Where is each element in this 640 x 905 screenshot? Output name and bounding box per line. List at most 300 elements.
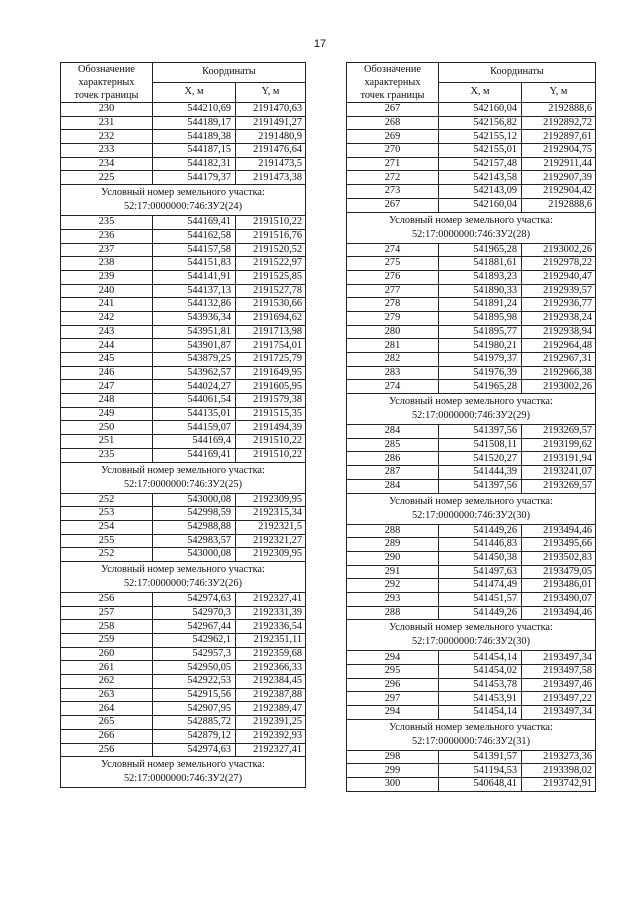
y-coordinate-cell: 2192321,27 (236, 534, 306, 548)
table-row (61, 216, 306, 230)
table-row (347, 452, 596, 466)
y-coordinate-cell: 2192939,57 (522, 284, 596, 298)
table-row (347, 130, 596, 144)
y-coordinate-cell: 2191470,63 (236, 103, 306, 117)
y-coordinate-cell: 2192911,44 (522, 157, 596, 171)
point-number-cell: 236 (61, 229, 153, 243)
x-coordinate-cell: 542907,95 (153, 702, 236, 716)
point-number-cell: 280 (347, 325, 439, 339)
point-number-cell: 254 (61, 520, 153, 534)
x-coordinate-cell: 541976,39 (439, 366, 522, 380)
table-row (347, 257, 596, 271)
x-coordinate-cell: 544061,54 (153, 394, 236, 408)
y-coordinate-cell: 2192904,75 (522, 144, 596, 158)
y-coordinate-cell: 2193490,07 (522, 592, 596, 606)
table-row (61, 144, 306, 158)
point-number-cell: 235 (61, 448, 153, 462)
x-coordinate-cell: 542160,04 (439, 103, 522, 117)
y-coordinate-cell: 2192391,25 (236, 716, 306, 730)
x-coordinate-cell: 541449,26 (439, 606, 522, 620)
y-coordinate-cell: 2193497,22 (522, 692, 596, 706)
y-coordinate-cell: 2191605,95 (236, 380, 306, 394)
table-row (61, 339, 306, 353)
y-coordinate-cell: 2193497,34 (522, 651, 596, 665)
point-number-cell: 261 (61, 661, 153, 675)
point-number-cell: 238 (61, 257, 153, 271)
x-coordinate-cell: 541451,57 (439, 592, 522, 606)
table-row (347, 198, 596, 212)
point-number-cell: 240 (61, 284, 153, 298)
parcel-code: 52:17:0000000:746:ЗУ2(28) (411, 228, 531, 240)
point-number-cell: 225 (61, 171, 153, 185)
x-coordinate-cell: 542155,01 (439, 144, 522, 158)
x-coordinate-cell: 543962,57 (153, 366, 236, 380)
y-coordinate-cell: 2192966,38 (522, 366, 596, 380)
point-number-cell: 242 (61, 311, 153, 325)
y-coordinate-cell: 2192315,34 (236, 507, 306, 521)
table-row (61, 675, 306, 689)
point-number-cell: 277 (347, 284, 439, 298)
x-coordinate-cell: 544137,13 (153, 284, 236, 298)
x-coordinate-cell: 541890,33 (439, 284, 522, 298)
y-coordinate-cell: 2193494,46 (522, 524, 596, 538)
y-column-header: Y, м (236, 83, 306, 103)
point-header-line: точек границы (360, 90, 425, 101)
point-number-cell: 267 (347, 103, 439, 117)
point-number-cell: 248 (61, 394, 153, 408)
x-coordinate-cell: 543000,08 (153, 493, 236, 507)
x-coordinate-cell: 542143,58 (439, 171, 522, 185)
x-coordinate-cell: 541881,61 (439, 257, 522, 271)
y-coordinate-cell: 2192938,94 (522, 325, 596, 339)
section-row (61, 462, 306, 493)
table-row (61, 130, 306, 144)
header-row (347, 63, 596, 83)
x-coordinate-cell: 541891,24 (439, 298, 522, 312)
table-row (61, 520, 306, 534)
parcel-number-heading (61, 561, 306, 592)
x-coordinate-cell: 544159,07 (153, 421, 236, 435)
point-number-cell: 250 (61, 421, 153, 435)
point-number-cell: 279 (347, 311, 439, 325)
table-row (61, 702, 306, 716)
x-coordinate-cell: 541893,23 (439, 270, 522, 284)
point-number-cell: 258 (61, 620, 153, 634)
table-row (347, 325, 596, 339)
y-coordinate-cell: 2192964,48 (522, 339, 596, 353)
parcel-code: 52:17:0000000:746:ЗУ2(30) (411, 509, 531, 521)
point-number-cell: 237 (61, 243, 153, 257)
y-coordinate-cell: 2192978,22 (522, 257, 596, 271)
table-row (347, 157, 596, 171)
table-row (347, 479, 596, 493)
point-number-cell: 267 (347, 198, 439, 212)
y-coordinate-cell: 2191649,95 (236, 366, 306, 380)
x-coordinate-cell: 543951,81 (153, 325, 236, 339)
y-coordinate-cell: 2193269,57 (522, 479, 596, 493)
y-coordinate-cell: 2192327,41 (236, 743, 306, 757)
y-coordinate-cell: 2193742,91 (522, 778, 596, 792)
point-number-cell: 251 (61, 435, 153, 449)
y-coordinate-cell: 2193486,01 (522, 579, 596, 593)
x-coordinate-cell: 544024,27 (153, 380, 236, 394)
x-coordinate-cell: 544182,31 (153, 157, 236, 171)
table-row (347, 144, 596, 158)
y-coordinate-cell: 2191525,85 (236, 270, 306, 284)
x-coordinate-cell: 541194,53 (439, 764, 522, 778)
x-coordinate-cell: 542974,63 (153, 743, 236, 757)
table-row (61, 647, 306, 661)
x-coordinate-cell: 541453,78 (439, 678, 522, 692)
table-row (347, 284, 596, 298)
point-number-cell: 281 (347, 339, 439, 353)
table-row (347, 339, 596, 353)
table-row (347, 565, 596, 579)
y-coordinate-cell: 2191579,38 (236, 394, 306, 408)
point-number-cell: 243 (61, 325, 153, 339)
x-coordinate-cell: 542970,3 (153, 606, 236, 620)
y-coordinate-cell: 2193497,58 (522, 665, 596, 679)
parcel-label: Условный номер земельного участка: (101, 759, 265, 771)
point-number-cell: 256 (61, 743, 153, 757)
point-number-cell: 252 (61, 548, 153, 562)
point-number-cell: 268 (347, 116, 439, 130)
table-row (347, 750, 596, 764)
x-coordinate-cell: 542957,3 (153, 647, 236, 661)
parcel-number-heading (347, 394, 596, 425)
table-row (347, 270, 596, 284)
point-number-cell: 296 (347, 678, 439, 692)
table-row (347, 116, 596, 130)
point-number-cell: 247 (61, 380, 153, 394)
point-number-cell: 233 (61, 144, 153, 158)
point-number-cell: 264 (61, 702, 153, 716)
point-number-cell: 263 (61, 688, 153, 702)
y-coordinate-cell: 2192897,61 (522, 130, 596, 144)
table-row (61, 435, 306, 449)
x-coordinate-cell: 541979,37 (439, 353, 522, 367)
table-row (347, 171, 596, 185)
table-row (61, 592, 306, 606)
y-coordinate-cell: 2191491,27 (236, 116, 306, 130)
page-number: 17 (313, 38, 327, 50)
table-row (347, 380, 596, 394)
y-coordinate-cell: 2193494,46 (522, 606, 596, 620)
x-coordinate-cell: 542155,12 (439, 130, 522, 144)
table-row (61, 407, 306, 421)
parcel-label: Условный номер земельного участка: (389, 622, 553, 634)
parcel-number-heading (347, 212, 596, 243)
table-row (347, 606, 596, 620)
x-coordinate-cell: 542879,12 (153, 729, 236, 743)
point-number-cell: 276 (347, 270, 439, 284)
point-number-cell: 288 (347, 524, 439, 538)
y-coordinate-cell: 2191520,52 (236, 243, 306, 257)
point-number-cell: 273 (347, 185, 439, 199)
table-row (61, 103, 306, 117)
point-number-cell: 283 (347, 366, 439, 380)
point-number-cell: 288 (347, 606, 439, 620)
section-row (347, 620, 596, 651)
x-coordinate-cell: 542885,72 (153, 716, 236, 730)
point-column-header (61, 63, 153, 103)
point-number-cell: 241 (61, 298, 153, 312)
table-row (61, 606, 306, 620)
parcel-code: 52:17:0000000:746:ЗУ2(25) (123, 478, 243, 490)
y-coordinate-cell: 2191725,79 (236, 353, 306, 367)
point-number-cell: 259 (61, 634, 153, 648)
point-number-cell: 262 (61, 675, 153, 689)
x-coordinate-cell: 542998,59 (153, 507, 236, 521)
x-coordinate-cell: 541520,27 (439, 452, 522, 466)
x-coordinate-cell: 541454,14 (439, 651, 522, 665)
x-coordinate-cell: 541397,56 (439, 425, 522, 439)
table-row (347, 678, 596, 692)
y-coordinate-cell: 2191480,9 (236, 130, 306, 144)
x-coordinate-cell: 541895,77 (439, 325, 522, 339)
y-coordinate-cell: 2191516,76 (236, 229, 306, 243)
y-coordinate-cell: 2192309,95 (236, 493, 306, 507)
parcel-number-heading (61, 462, 306, 493)
parcel-number-heading (347, 493, 596, 524)
point-number-cell: 256 (61, 592, 153, 606)
parcel-code: 52:17:0000000:746:ЗУ2(29) (411, 410, 531, 422)
coordinates-header: Координаты (153, 63, 306, 83)
point-number-cell: 297 (347, 692, 439, 706)
table-body-left (61, 63, 306, 788)
parcel-code: 52:17:0000000:746:ЗУ2(24) (123, 201, 243, 213)
point-number-cell: 286 (347, 452, 439, 466)
point-column-header (347, 63, 439, 103)
y-coordinate-cell: 2191527,78 (236, 284, 306, 298)
point-number-cell: 266 (61, 729, 153, 743)
point-number-cell: 294 (347, 651, 439, 665)
table-row (347, 524, 596, 538)
table-row (347, 778, 596, 792)
x-coordinate-cell: 544187,15 (153, 144, 236, 158)
table-row (347, 538, 596, 552)
coordinates-header: Координаты (439, 63, 596, 83)
table-row (347, 551, 596, 565)
point-number-cell: 289 (347, 538, 439, 552)
point-number-cell: 255 (61, 534, 153, 548)
table-row (61, 421, 306, 435)
point-number-cell: 232 (61, 130, 153, 144)
table-row (61, 257, 306, 271)
y-coordinate-cell: 2193497,46 (522, 678, 596, 692)
x-coordinate-cell: 544210,69 (153, 103, 236, 117)
y-coordinate-cell: 2192384,45 (236, 675, 306, 689)
point-number-cell: 295 (347, 665, 439, 679)
point-header-line: Обозначение (78, 64, 135, 75)
y-coordinate-cell: 2192967,31 (522, 353, 596, 367)
parcel-code: 52:17:0000000:746:ЗУ2(30) (411, 636, 531, 648)
point-number-cell: 275 (347, 257, 439, 271)
parcel-label: Условный номер земельного участка: (389, 495, 553, 507)
y-coordinate-cell: 2191515,35 (236, 407, 306, 421)
table-row (61, 116, 306, 130)
point-number-cell: 235 (61, 216, 153, 230)
point-number-cell: 292 (347, 579, 439, 593)
point-number-cell: 274 (347, 380, 439, 394)
point-number-cell: 284 (347, 425, 439, 439)
x-coordinate-cell: 542156,82 (439, 116, 522, 130)
x-coordinate-cell: 542157,48 (439, 157, 522, 171)
table-row (61, 298, 306, 312)
section-row (61, 757, 306, 788)
y-coordinate-cell: 2192327,41 (236, 592, 306, 606)
x-coordinate-cell: 542160,04 (439, 198, 522, 212)
parcel-code: 52:17:0000000:746:ЗУ2(31) (411, 735, 531, 747)
x-coordinate-cell: 542915,56 (153, 688, 236, 702)
parcel-number-heading (347, 620, 596, 651)
point-number-cell: 244 (61, 339, 153, 353)
point-number-cell: 270 (347, 144, 439, 158)
parcel-number-heading (347, 719, 596, 750)
table-row (61, 171, 306, 185)
point-number-cell: 245 (61, 353, 153, 367)
table-row (61, 688, 306, 702)
point-number-cell: 294 (347, 706, 439, 720)
point-number-cell: 246 (61, 366, 153, 380)
y-coordinate-cell: 2192321,5 (236, 520, 306, 534)
coordinates-table-right (346, 62, 596, 792)
table-row (61, 157, 306, 171)
point-number-cell: 272 (347, 171, 439, 185)
table-row (347, 466, 596, 480)
x-coordinate-cell: 542962,1 (153, 634, 236, 648)
table-row (61, 311, 306, 325)
y-coordinate-cell: 2192389,47 (236, 702, 306, 716)
point-number-cell: 298 (347, 750, 439, 764)
x-coordinate-cell: 543901,87 (153, 339, 236, 353)
point-number-cell: 271 (347, 157, 439, 171)
y-coordinate-cell: 2193002,26 (522, 380, 596, 394)
y-coordinate-cell: 2193241,07 (522, 466, 596, 480)
x-coordinate-cell: 544169,41 (153, 216, 236, 230)
table-row (347, 665, 596, 679)
parcel-label: Условный номер земельного участка: (101, 563, 265, 575)
table-row (61, 548, 306, 562)
table-row (347, 425, 596, 439)
point-number-cell: 282 (347, 353, 439, 367)
table-row (347, 438, 596, 452)
table-row (61, 229, 306, 243)
x-coordinate-cell: 541497,63 (439, 565, 522, 579)
table-row (61, 729, 306, 743)
point-header-line: характерных (364, 77, 421, 88)
point-number-cell: 265 (61, 716, 153, 730)
table-row (61, 743, 306, 757)
y-coordinate-cell: 2191713,98 (236, 325, 306, 339)
section-row (347, 394, 596, 425)
x-coordinate-cell: 542950,05 (153, 661, 236, 675)
x-coordinate-cell: 543000,08 (153, 548, 236, 562)
y-coordinate-cell: 2191510,22 (236, 435, 306, 449)
table-row (347, 706, 596, 720)
x-coordinate-cell: 544169,41 (153, 448, 236, 462)
x-coordinate-cell: 541444,39 (439, 466, 522, 480)
point-number-cell: 231 (61, 116, 153, 130)
x-coordinate-cell: 544141,91 (153, 270, 236, 284)
y-coordinate-cell: 2192351,11 (236, 634, 306, 648)
y-coordinate-cell: 2193479,05 (522, 565, 596, 579)
y-coordinate-cell: 2192366,33 (236, 661, 306, 675)
y-coordinate-cell: 2193002,26 (522, 243, 596, 257)
x-coordinate-cell: 541446,83 (439, 538, 522, 552)
y-coordinate-cell: 2193273,36 (522, 750, 596, 764)
y-coordinate-cell: 2192387,88 (236, 688, 306, 702)
y-coordinate-cell: 2192359,68 (236, 647, 306, 661)
table-row (347, 185, 596, 199)
table-row (347, 353, 596, 367)
x-coordinate-cell: 544169,4 (153, 435, 236, 449)
x-coordinate-cell: 544135,01 (153, 407, 236, 421)
section-row (347, 493, 596, 524)
section-row (347, 212, 596, 243)
table-row (61, 353, 306, 367)
x-coordinate-cell: 542143,09 (439, 185, 522, 199)
x-coordinate-cell: 542967,44 (153, 620, 236, 634)
y-coordinate-cell: 2192888,6 (522, 103, 596, 117)
y-coordinate-cell: 2193502,83 (522, 551, 596, 565)
x-coordinate-cell: 541453,91 (439, 692, 522, 706)
x-coordinate-cell: 541450,38 (439, 551, 522, 565)
point-header-line: Обозначение (364, 64, 421, 75)
point-number-cell: 230 (61, 103, 153, 117)
section-row (347, 719, 596, 750)
y-coordinate-cell: 2191694,62 (236, 311, 306, 325)
table-row (347, 651, 596, 665)
point-number-cell: 284 (347, 479, 439, 493)
x-coordinate-cell: 541508,11 (439, 438, 522, 452)
y-coordinate-cell: 2193191,94 (522, 452, 596, 466)
table-row (61, 620, 306, 634)
header-row (61, 63, 306, 83)
x-coordinate-cell: 541397,56 (439, 479, 522, 493)
point-number-cell: 239 (61, 270, 153, 284)
point-number-cell: 287 (347, 466, 439, 480)
x-coordinate-cell: 544162,58 (153, 229, 236, 243)
y-coordinate-cell: 2192938,24 (522, 311, 596, 325)
y-coordinate-cell: 2191510,22 (236, 216, 306, 230)
x-coordinate-cell: 543879,25 (153, 353, 236, 367)
x-coordinate-cell: 544189,17 (153, 116, 236, 130)
x-coordinate-cell: 541965,28 (439, 243, 522, 257)
table-row (61, 661, 306, 675)
x-coordinate-cell: 541980,21 (439, 339, 522, 353)
point-header-line: характерных (78, 77, 135, 88)
parcel-number-heading (61, 185, 306, 216)
x-coordinate-cell: 541449,26 (439, 524, 522, 538)
x-column-header: X, м (153, 83, 236, 103)
y-coordinate-cell: 2192936,77 (522, 298, 596, 312)
y-coordinate-cell: 2192888,6 (522, 198, 596, 212)
y-coordinate-cell: 2192904,42 (522, 185, 596, 199)
section-row (61, 185, 306, 216)
table-row (347, 298, 596, 312)
y-coordinate-cell: 2191522,97 (236, 257, 306, 271)
table-row (347, 579, 596, 593)
x-coordinate-cell: 541474,49 (439, 579, 522, 593)
y-coordinate-cell: 2192336,54 (236, 620, 306, 634)
parcel-label: Условный номер земельного участка: (101, 187, 265, 199)
table-row (61, 493, 306, 507)
table-row (61, 325, 306, 339)
table-row (347, 366, 596, 380)
table-row (347, 311, 596, 325)
y-coordinate-cell: 2192331,39 (236, 606, 306, 620)
